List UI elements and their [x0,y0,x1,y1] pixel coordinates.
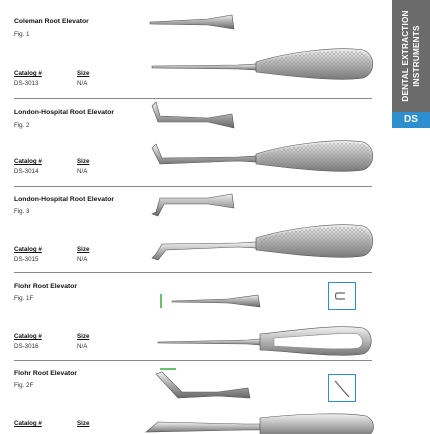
instrument-tip-closeup [148,188,238,220]
instrument-full-image [148,134,376,178]
instrument-full-image [144,410,376,434]
catalog-header: Catalog # [14,420,42,427]
catalog-number: DS-3014 [14,168,39,175]
figure-label: Fig. 1F [14,295,34,302]
product-flohr-root-elevator [14,360,372,430]
tip-detail-box [328,374,356,402]
category-tab-label: DENTAL EXTRACTION INSTRUMENTS [401,10,421,102]
product-coleman-root-elevator [14,0,372,98]
size-value: N/A [77,80,88,87]
category-code-badge: DS [392,112,430,128]
catalog-number: DS-3015 [14,256,39,263]
instrument-tip-closeup [148,366,258,406]
product-title: Flohr Root Elevator [14,370,78,377]
size-value: N/A [77,168,88,175]
figure-label: Fig. 2F [14,382,34,389]
instrument-tip-closeup [148,12,238,32]
instrument-full-image [148,44,376,84]
size-header: Size [77,70,90,77]
size-header: Size [77,420,90,427]
size-header: Size [77,158,90,165]
product-flohr-root-elevator [14,272,372,360]
product-title: Flohr Root Elevator [14,283,78,290]
product-london-hospital-root-elevator [14,186,372,272]
catalog-header: Catalog # [14,70,42,77]
catalog-number: DS-3013 [14,80,39,87]
product-london-hospital-root-elevator [14,98,372,186]
figure-label: Fig. 2 [14,122,30,129]
instrument-full-image [148,320,376,360]
product-title: London-Hospital Root Elevator [14,109,115,116]
catalog-header: Catalog # [14,246,42,253]
category-tab [392,0,430,112]
tip-detail-icon [329,283,355,309]
size-value: N/A [77,256,88,263]
product-title: Coleman Root Elevator [14,18,89,25]
tip-detail-box [328,282,356,310]
figure-label: Fig. 1 [14,31,30,38]
tip-detail-icon [329,375,355,401]
instrument-tip-closeup [158,290,266,312]
instrument-full-image [148,220,376,266]
catalog-header: Catalog # [14,333,42,340]
figure-label: Fig. 3 [14,208,30,215]
catalog-header: Catalog # [14,158,42,165]
size-header: Size [77,246,90,253]
catalog-number: DS-3016 [14,343,39,350]
size-value: N/A [77,343,88,350]
product-title: London-Hospital Root Elevator [14,196,115,203]
instrument-tip-closeup [148,100,238,132]
size-header: Size [77,333,90,340]
